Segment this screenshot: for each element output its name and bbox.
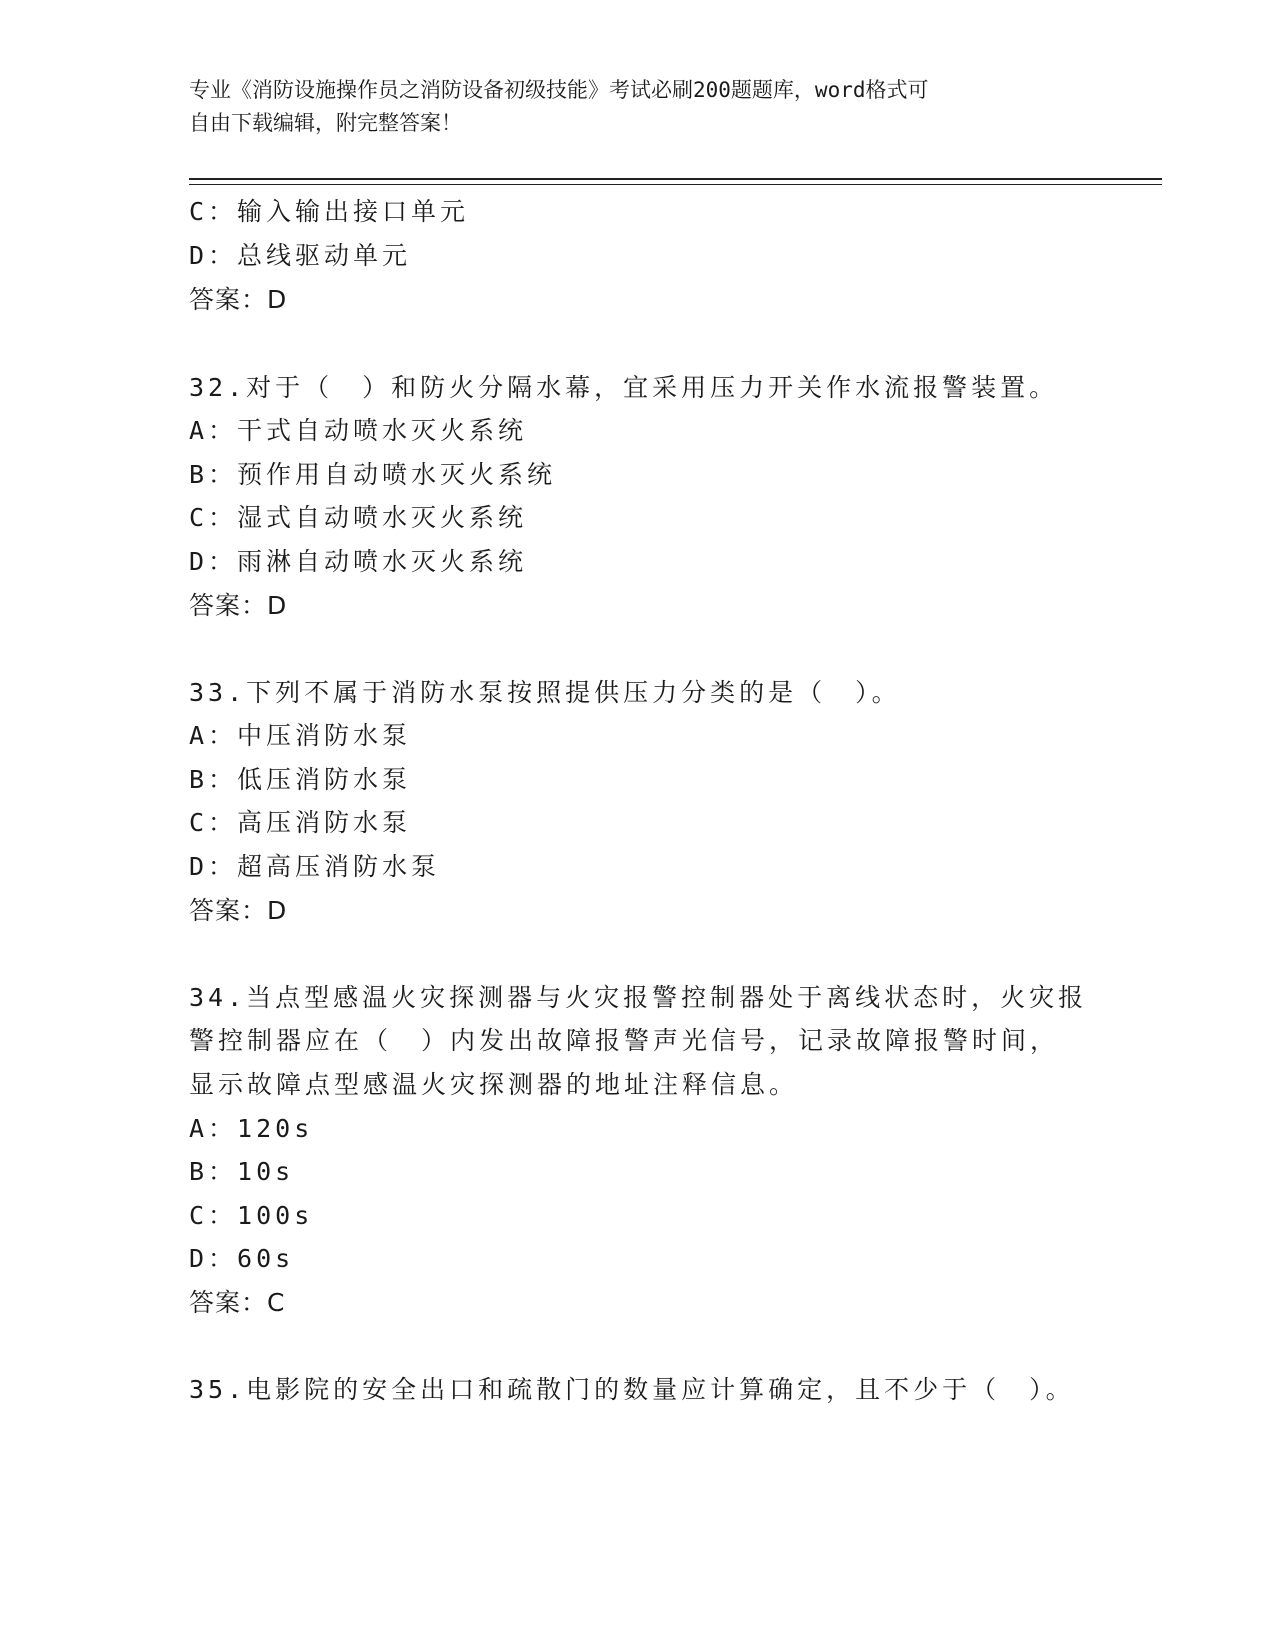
q33-option-c: C：高压消防水泵	[189, 808, 412, 837]
q32-answer: 答案：D	[189, 591, 288, 620]
prev-option-d: D：总线驱动单元	[189, 241, 412, 270]
q34-stem-line-1: 34.当点型感温火灾探测器与火灾报警控制器处于离线状态时，火灾报	[189, 983, 1088, 1012]
q32-option-a: A：干式自动喷水灭火系统	[189, 416, 528, 445]
q32-stem: 32.对于（ ）和防火分隔水幕，宜采用压力开关作水流报警装置。	[189, 373, 1059, 402]
prev-option-c: C：输入输出接口单元	[189, 197, 470, 226]
document-header	[189, 74, 1089, 140]
header-line-2: 自由下载编辑，附完整答案！	[189, 111, 462, 135]
q32-option-c: C：湿式自动喷水灭火系统	[189, 503, 528, 532]
q35-stem: 35.电影院的安全出口和疏散门的数量应计算确定，且不少于（ ）。	[189, 1375, 1075, 1404]
q34-option-c: C：100s	[189, 1201, 314, 1230]
q33-answer: 答案：D	[189, 896, 288, 925]
q33-option-d: D：超高压消防水泵	[189, 852, 441, 881]
q34-stem-line-2: 警控制器应在（ ）内发出故障报警声光信号，记录故障报警时间，	[189, 1026, 1060, 1055]
q34-option-b: B：10s	[189, 1157, 295, 1186]
q34-stem-line-3: 显示故障点型感温火灾探测器的地址注释信息。	[189, 1070, 799, 1099]
q32-option-d: D：雨淋自动喷水灭火系统	[189, 547, 528, 576]
q34-option-a: A：120s	[189, 1114, 314, 1143]
header-line-1: 专业《消防设施操作员之消防设备初级技能》考试必刷200题题库，word格式可	[189, 78, 929, 102]
q33-stem: 33.下列不属于消防水泵按照提供压力分类的是（ ）。	[189, 678, 901, 707]
q34-answer: 答案：C	[189, 1288, 286, 1317]
q33-option-b: B：低压消防水泵	[189, 765, 412, 794]
header-divider-thick	[189, 178, 1162, 180]
q33-option-a: A：中压消防水泵	[189, 721, 412, 750]
prev-answer: 答案：D	[189, 285, 288, 314]
q34-option-d: D：60s	[189, 1244, 295, 1273]
q32-option-b: B：预作用自动喷水灭火系统	[189, 460, 557, 489]
header-divider-thin	[189, 184, 1162, 185]
